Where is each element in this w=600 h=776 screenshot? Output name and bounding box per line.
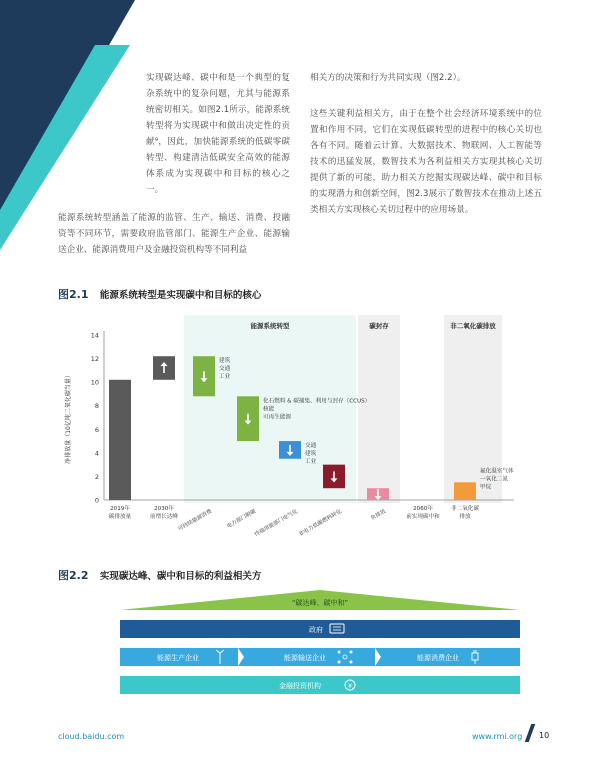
x-tick-label-8-0: 非二氧化碳 xyxy=(451,506,479,512)
right-column xyxy=(310,70,542,230)
bar-annotation-3-0: 化石燃料 & 碳捕集、利用与封存（CCUS） xyxy=(263,398,371,405)
x-tick-label-5: 非电力低碳燃料转化 xyxy=(297,508,343,538)
figure-1-title xyxy=(58,286,261,302)
y-tick-label: 8 xyxy=(94,402,99,411)
consumers-label: 能源消费企业 xyxy=(417,654,459,662)
section-label-storage: 碳封存 xyxy=(369,322,389,330)
figure-1-number: 图2.1 xyxy=(58,288,89,301)
y-tick-label: 10 xyxy=(90,378,99,387)
footer-left-url[interactable]: cloud.baidu.com xyxy=(58,732,125,741)
bar-8 xyxy=(454,482,476,500)
section-label-transition: 能源系统转型 xyxy=(250,322,290,330)
x-tick-label-0-0: 2019年 xyxy=(110,506,130,512)
paragraph-right-2: 这些关键利益相关方，由于在整个社会经济环境系统中的位置和作用不同，它们在实现低碳转型的进程中的核心关切也各有不同。随着云计算、大数据技术、物联网、人工智能等技术的迅猛发展，数智技术为各利益相关方实现其核心关切提供了新的可能，助力相关方挖掘实现碳达峰、碳中和目标的实现潜力和创新空间，图2.3展示了数智技术在推动上述五类相关方实现核心关切过程中的应用场景。 xyxy=(310,109,542,215)
bar-annotation-3-2: 可再生能源 xyxy=(263,414,291,421)
bar-annotation-4-0: 交通 xyxy=(305,443,317,450)
y-tick-label: 6 xyxy=(94,425,99,434)
carbon-goal-label: “碳达峰、碳中和” xyxy=(291,599,349,607)
bar-annotation-2-0: 建筑 xyxy=(219,358,231,365)
section-nonco2-bg xyxy=(444,315,502,503)
paragraph-left-2: 能源系统转型涵盖了能源的监管、生产、输送、消费、投融资等不同环节，需要政府监管部门、能源生产企业、能源输送企业、能源消费用户及金融投资机构等不同利益 xyxy=(58,213,290,255)
bar-annotation-8-0: 氟化温室气体 xyxy=(480,468,514,475)
x-tick-label-1-0: 2030年 xyxy=(154,506,174,512)
bar-annotation-2-2: 工业 xyxy=(219,374,231,381)
paragraph-right-1: 相关方的决策和行为共同实现（图2.2）。 xyxy=(310,73,466,83)
figure-1-caption: 能源系统转型是实现碳中和目标的核心 xyxy=(99,290,262,301)
svg-text:¥: ¥ xyxy=(348,683,352,690)
bar-annotation-4-1: 建筑 xyxy=(305,451,317,458)
left-column xyxy=(58,70,290,270)
page-number-divider xyxy=(525,724,536,742)
x-tick-label-8-1: 排放 xyxy=(459,514,471,520)
figure-2-title xyxy=(58,567,261,583)
x-tick-label-3: 电力部门脱碳 xyxy=(225,508,257,530)
section-storage-bg xyxy=(358,315,400,503)
figure-2-number: 图2.2 xyxy=(58,569,89,582)
footer-right-url[interactable]: www.rmi.org xyxy=(472,732,523,741)
bar-annotation-8-2: 甲烷 xyxy=(480,484,492,491)
page-number: 10 xyxy=(539,731,550,740)
x-tick-label-1-1: 前增长达峰 xyxy=(150,514,178,520)
x-tick-label-4: 终端用能部门电气化 xyxy=(253,508,299,538)
y-tick-label: 4 xyxy=(94,449,99,458)
bar-annotation-3-1: 核能 xyxy=(263,406,275,413)
x-tick-label-2: 可持续能源消费 xyxy=(177,508,213,533)
paragraph-left-1: 实现碳达峰、碳中和是一个典型的复杂系统中的复杂问题，尤其与能源系统密切相关。如图2.1所示，能源系统转型将为实现碳中和做出决定性的贡献⁹，因此，加快能源系统的低碳零碳转型、构建清洁低碳安全高效的能源体系成为实现碳中和目标的核心之一。 xyxy=(146,73,290,195)
x-tick-label-7-1: 前实现碳中和 xyxy=(406,514,440,520)
y-tick-label: 12 xyxy=(90,355,99,364)
y-tick-label: 2 xyxy=(94,472,99,481)
x-tick-label-0-1: 碳排放量 xyxy=(108,514,132,520)
x-tick-label-7-0: 2060年 xyxy=(413,506,433,512)
y-tick-label: 0 xyxy=(94,496,99,505)
transmission-label: 能源输送企业 xyxy=(284,654,326,662)
figure-2-caption: 实现碳达峰、碳中和目标的利益相关方 xyxy=(99,571,262,582)
producers-label: 能源生产企业 xyxy=(157,654,199,662)
figure-1-chart xyxy=(58,310,558,540)
government-label: 政府 xyxy=(309,626,323,634)
y-axis-label: 净排放量（10亿吨二氧化碳当量） xyxy=(65,372,72,464)
section-label-nonco2: 非二氧化碳排放 xyxy=(450,322,496,330)
bar-0 xyxy=(109,380,131,500)
finance-label: 金融投资机构 xyxy=(279,682,321,690)
stakeholders-diagram xyxy=(120,590,520,705)
y-tick-label: 14 xyxy=(90,331,99,340)
bar-annotation-8-1: 一氧化二氮 xyxy=(480,476,508,483)
x-tick-label-6: 负排放 xyxy=(369,508,387,522)
bar-annotation-2-1: 交通 xyxy=(219,366,231,373)
bar-annotation-4-2: 工业 xyxy=(305,459,317,466)
